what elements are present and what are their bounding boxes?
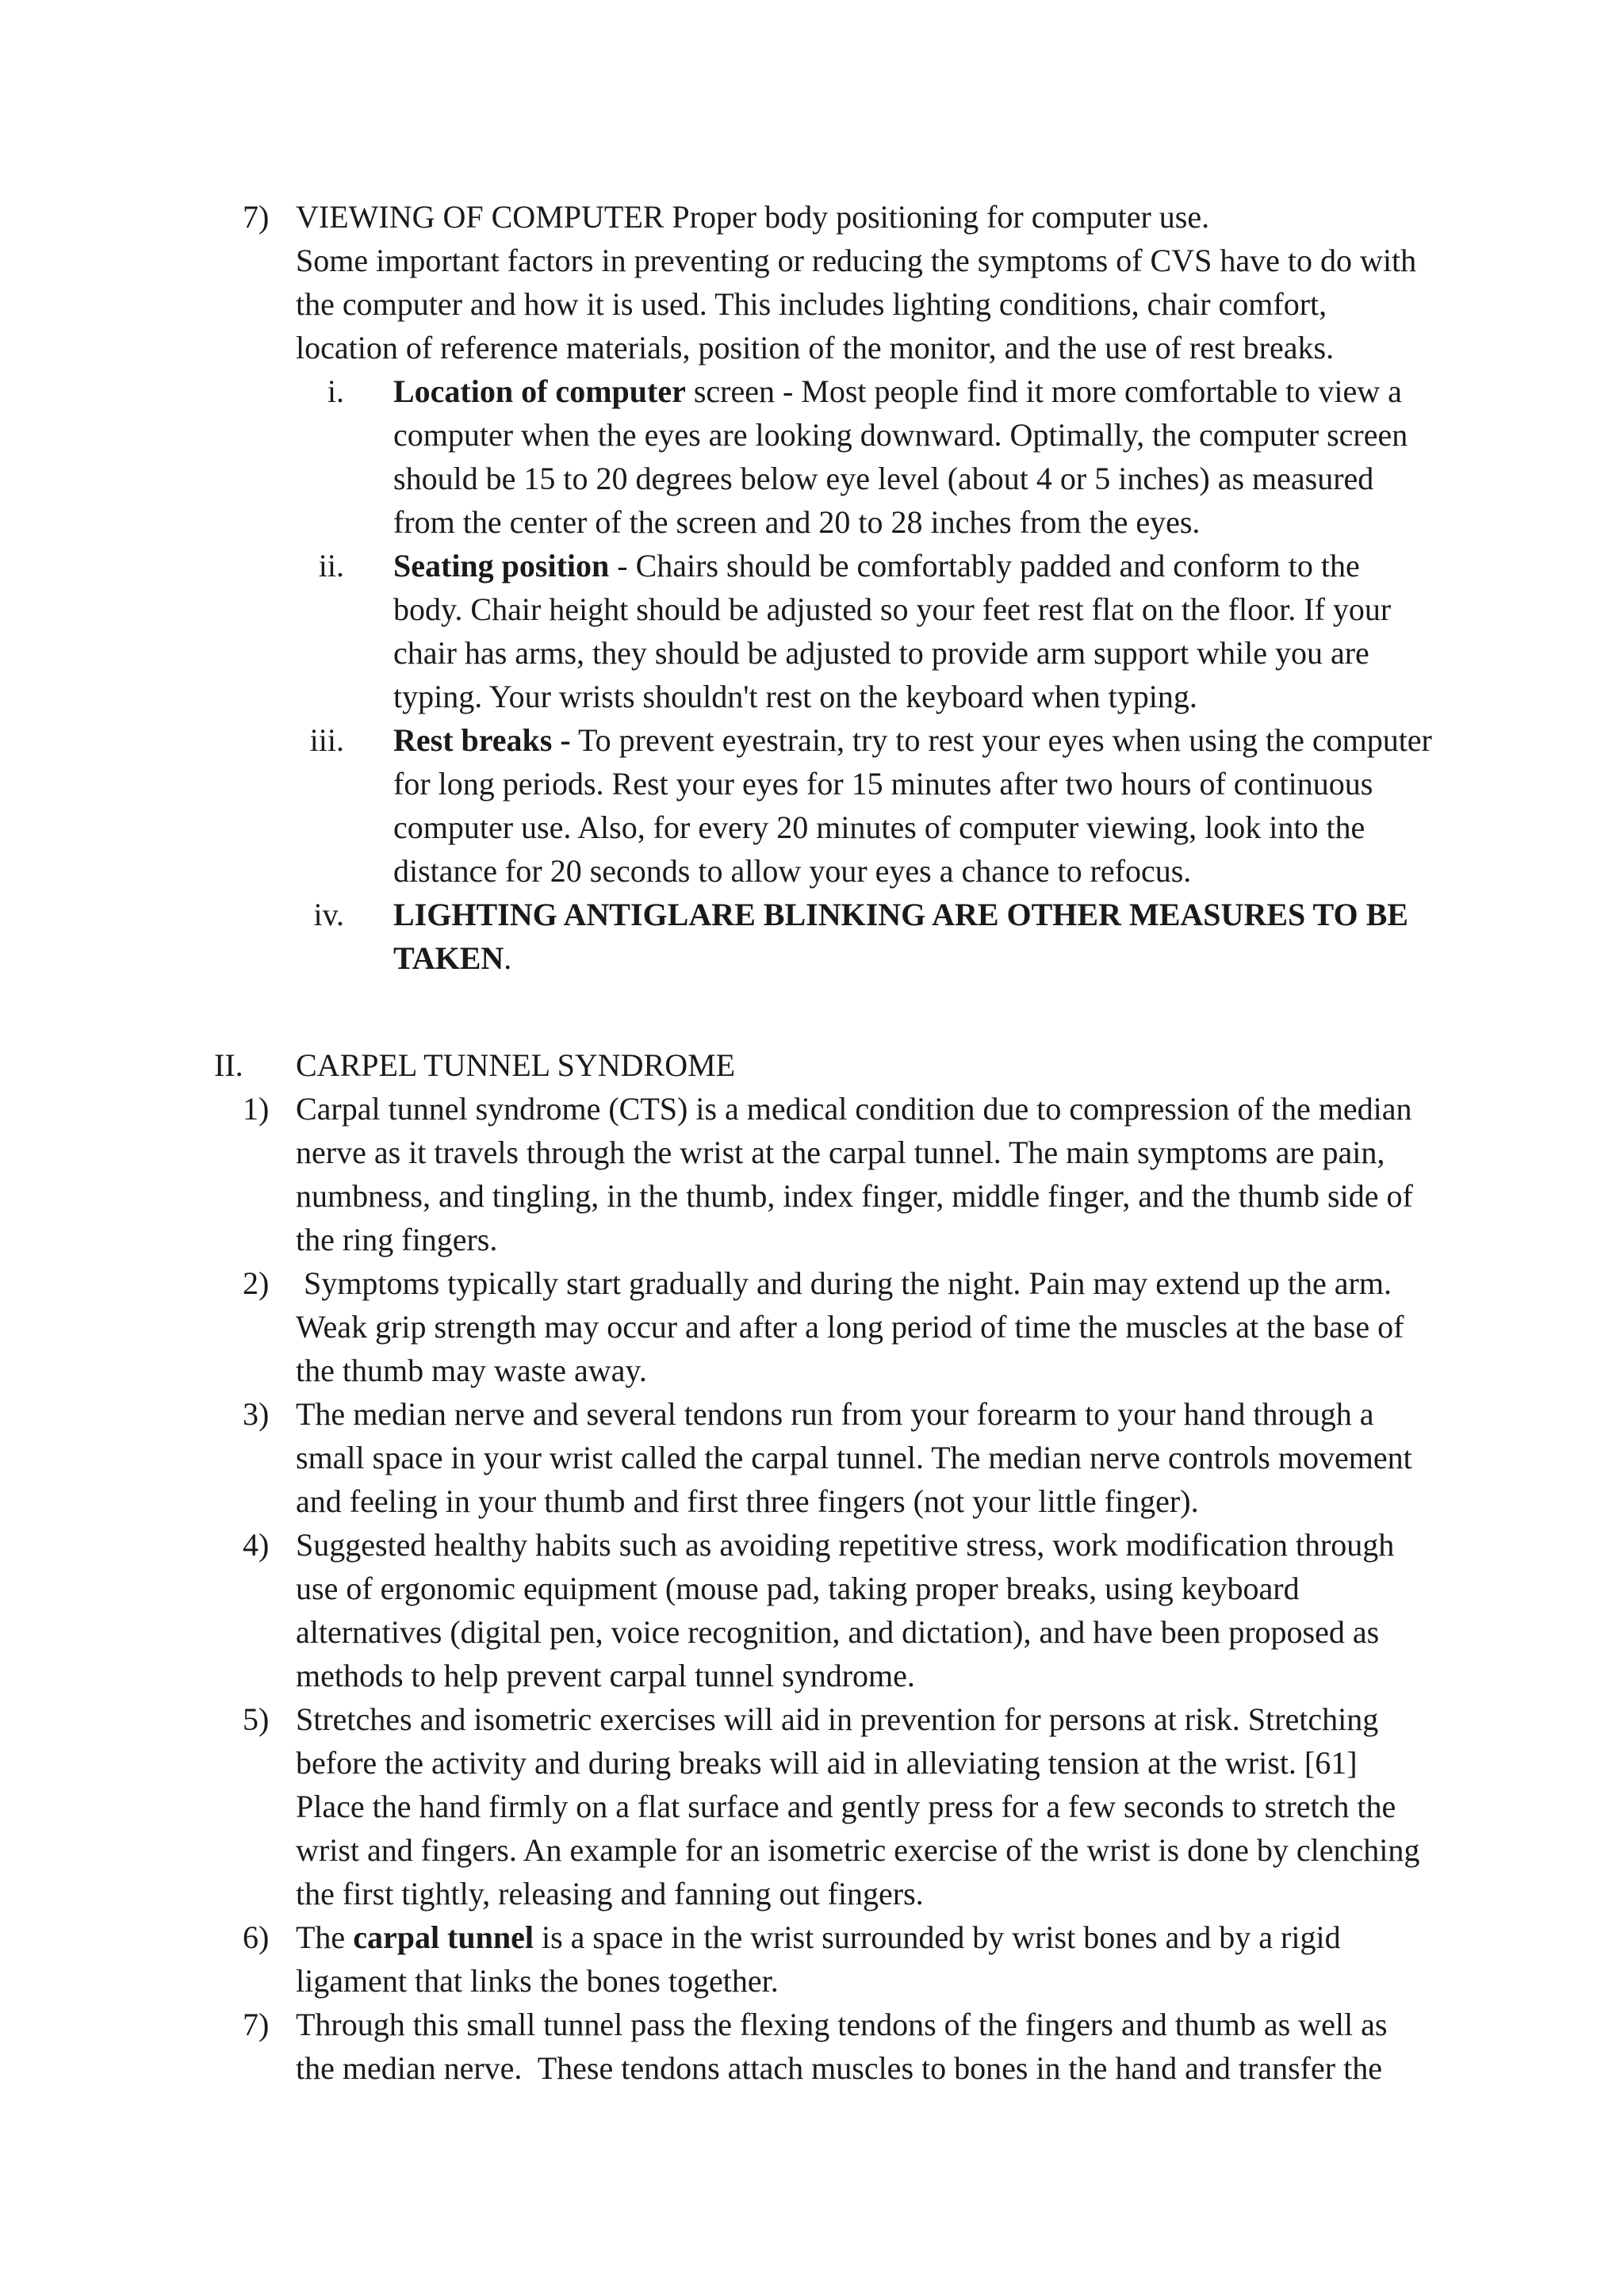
cts-item-2-number: 2) (243, 1265, 270, 1301)
cts-item-1-number: 1) (243, 1091, 270, 1127)
sub-item-i-number: i. (327, 373, 344, 409)
sub-item-iii-number: iii. (309, 722, 344, 758)
cts-item-6-bold: carpal tunnel (353, 1919, 534, 1955)
cts-item-4-text: Suggested healthy habits such as avoiding repetitive stress, work modification through use of ergonomic equipment (mouse pad, taking proper breaks, using keyboard alternatives (digital pen, voice recognition, and dictation), and have been proposed as methods to help prevent carpal tunnel syndrome. (296, 1527, 1395, 1693)
section-ii-number: II. (214, 1047, 243, 1083)
sub-item-i-body: screen - Most people find it more comfortable to view a computer when the eyes are looking downward. Optimally, the computer screen should be 15 to 20 degrees below eye level (about 4 or 5 inches) as measured from the center of the screen and 20 to 28 inches from the eyes. (393, 373, 1408, 540)
sub-item-iv-body: . (504, 940, 512, 976)
sub-item-i-bold: Location of computer (393, 373, 686, 409)
cts-item-6-prefix: The (296, 1919, 354, 1955)
sub-item-iii-body: To prevent eyestrain, try to rest your eyes when using the computer for long periods. Rest your eyes for 15 minutes after two hours of continuous computer use. Also, for every 20 minutes of computer viewing, look into the distance for 20 seconds to allow your eyes a chance to refocus. (393, 722, 1432, 889)
cts-item-7-number: 7) (243, 2007, 270, 2042)
sub-item-ii-number: ii. (318, 548, 344, 584)
item-7-intro: Some important factors in preventing or reducing the symptoms of CVS have to do with the computer and how it is used. This includes lighting conditions, chair comfort, location of reference materials, position of the monitor, and the use of rest breaks. (296, 243, 1417, 365)
cts-item-4-number: 4) (243, 1527, 270, 1563)
item-7-number: 7) (243, 199, 270, 235)
cts-item-5-text: Stretches and isometric exercises will aid in prevention for persons at risk. Stretching before the activity and during breaks will aid in alleviating tension at the wrist. [61] Place the hand firmly on a flat surface and gently press for a few seconds to stretch the wrist and fingers. An example for an isometric exercise of the wrist is done by clenching the first tightly, releasing and fanning out fingers. (296, 1701, 1420, 1911)
cts-item-6-text (296, 1915, 1430, 2003)
cts-item-1-text: Carpal tunnel syndrome (CTS) is a medical condition due to compression of the median nerve as it travels through the wrist at the carpal tunnel. The main symptoms are pain, numbness, and tingling, in the thumb, index finger, middle finger, and the thumb side of the ring fingers. (296, 1091, 1413, 1257)
sub-item-ii-text (393, 544, 1432, 718)
sub-item-iii-bold: Rest breaks - (393, 722, 571, 758)
cts-item-6-number: 6) (243, 1919, 270, 1955)
cts-item-7-text: Through this small tunnel pass the flexing tendons of the fingers and thumb as well as the median nerve. These tendons attach muscles to bones in the hand and transfer the (296, 2007, 1396, 2086)
sub-item-iv-number: iv. (313, 897, 344, 932)
cts-item-5-number: 5) (243, 1701, 270, 1737)
sub-item-ii-body: - Chairs should be comfortably padded and conform to the body. Chair height should be adjusted so your feet rest flat on the floor. If your chair has arms, they should be adjusted to provide arm support while you are typing. Your wrists shouldn't rest on the keyboard when typing. (393, 548, 1392, 714)
cts-item-3-text: The median nerve and several tendons run from your forearm to your hand through a small space in your wrist called the carpal tunnel. The median nerve controls movement and feeling in your thumb and first three fingers (not your little finger). (296, 1396, 1412, 1519)
sub-item-iv-bold: LIGHTING ANTIGLARE BLINKING ARE OTHER MEASURES TO BE TAKEN (393, 897, 1408, 976)
cts-item-2-text: Symptoms typically start gradually and during the night. Pain may extend up the arm. Weak grip strength may occur and after a long period of time the muscles at the base of the thumb may waste away. (296, 1265, 1412, 1388)
section-ii-heading: CARPEL TUNNEL SYNDROME (296, 1047, 736, 1083)
sub-item-iii-text (393, 718, 1432, 893)
sub-item-iv-text (393, 893, 1432, 980)
cts-item-3-number: 3) (243, 1396, 270, 1432)
cts-item-6-body: is a space in the wrist surrounded by wrist bones and by a rigid ligament that links the bones together. (296, 1919, 1341, 1999)
item-7-heading: VIEWING OF COMPUTER Proper body positioning for computer use. (296, 199, 1210, 235)
sub-item-i-text (393, 369, 1432, 544)
sub-item-ii-bold: Seating position (393, 548, 610, 584)
